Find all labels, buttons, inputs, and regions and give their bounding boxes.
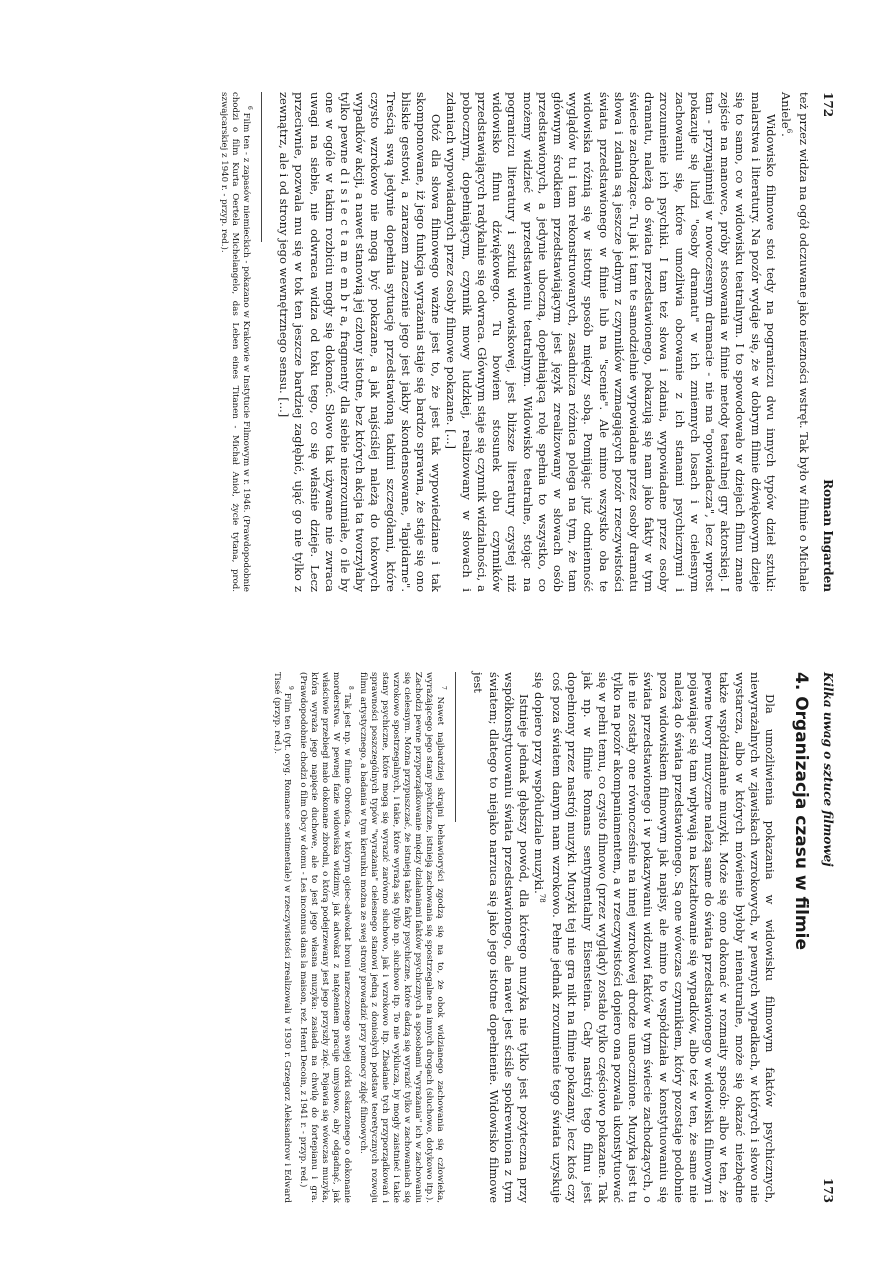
right-page — [0, 632, 893, 1263]
left-page-number: 172 — [821, 92, 835, 118]
footnote: $^8$ Tak jest np. w filmie Obrońca, w którym ojciec-adwokat broni narzeczonego swojej córki oskarżonego o dokonanie morderstwa. W pewnej fazie widowiska widzimy, jak adwokat z natężeniem pracuje umysłowo, aby odgadnąć, jak właściwie przebiegł mało dokonane zbrodni, o którą podejrzewany jest jego przyszły zięć. Pojawia się wówczas muzyka, która wyraża jego napięcie duchowe, ale to jest jego własna muzyka: zasiada na chwilę do fortepianu i gra. (Prawdopodobnie chodzi o film Obcy w domu - Les inconnus dans la maison, reż. Henri Decoin, z 1941 r. - przyp. red.) — [298, 672, 355, 1203]
footnote-divider — [455, 672, 456, 822]
left-running-head-title: Roman Ingarden — [821, 479, 835, 592]
left-body-text — [276, 92, 811, 592]
chapter-title: 4. Organizacja czasu w filmie — [791, 672, 811, 950]
footnote-ref: 6 — [784, 128, 793, 134]
right-running-header — [821, 672, 835, 1203]
right-page-number: 173 — [821, 1177, 835, 1203]
left-paragraph: Otóż dla słowa filmowego ważne jest to, że jest tak wypowiedziane i tak skomponowane, iż jego funkcja wyrażania staje się bardzo sprawna, że staje się ono bliskie gestowi, a zarazem znaczenie jego jest jakby skondensowane, "łapidarne". Treścią swą jedynie dopełnia sytuację przedstawioną takimi szczegółami, które czysto wzrokowo nie mogą być pokazane, a jak najściślej należą do tokowych wypadków akcji, a nawet stanowią jej człony istotne, bez których akcja ta tworzyłaby tylko pewne d i s i e c t a m e m b r a, fragmenty dla siebie niezrozumiałe, o ile by one w ogóle w takim rozbiciu mogły się dokonać. Słowo tak używane nie zwraca uwagi na siebie, nie odwraca widza od toku tego, co się właśnie dzieje. Lecz przeciwnie, pozwala mu się w tok ten jeszcze bardziej zagłębić, ująć go nie tylko z zewnątrz, ale i od strony jego wewnętrznego sensu. [...] — [277, 92, 444, 592]
right-footnotes — [271, 672, 450, 1203]
footnote: $^9$ Film ten (tyt. oryg. Romance sentimentale) w rzeczywistości zrealizowali w 1930 r. Grzegorz Aleksandrow i Edward Tissé (przyp. red.). — [271, 672, 295, 1204]
right-paragraph: Istnieje jednak głębszy powód, dla którego muzyka nie tylko jest pożyteczna przy współkonstytuowaniu świata przedstawionego, ale nawet jest ściśle spokrewniona z tym światem; dlatego to niejako narzuca się jako jego istotne dopełnienie. Widowisko filmowe jest — [471, 672, 531, 1203]
left-paragraph: Widowisko filmowe stoi tedy na pograniczu dwu innych typów dzieł sztuki: malarstwa i literatury. Na pozór wydaje się, że w dobrym filmie dźwiękowym dzieje się to samo, co w widowisku teatralnym. I to spowodowało w dziejach filmu znane zejście na manowce, próby stosowania w filmie metody teatralnej gry aktorskiej. I tam - przynajmniej w nowoczesnym dramacie - nie ma "opowiadacza", lecz wprost pokazuje się ludzi "osoby dramatu" w ich zmiennych losach i w cielesnym zachowaniu się, które umożliwia obcowanie z ich stanami psychicznymi i zrozumienie ich psychiki. I tam też słowa i zdania, wypowiadane przez osoby dramatu, należą do świata przedstawionego, pokazują się nam jako fakty w tym świecie zachodzące. Tu jak i tam te samodzielnie wypowiadane przez osoby dramatu słowa i zdania są jeszcze jednym z czynników wzmagających pozór rzeczywistości świata przedstawionego w filmie lub na "scenie". Ale mimo wszystko oba te widowiska różnią się w istotny sposób między sobą. Pomijając już odmienność wyglądów tu i tam rekonstruowanych, zasadnicza różnica polega na tym, że tam głównym środkiem przedstawiającym jest język zrealizowany w słowach osób przedstawionych, a jedynie uboczną, dopełniającą rolę spełnia to wszystko, co możemy widzieć w przedstawieniu teatralnym. Widowisko teatralne, stojąc na pograniczu literatury i sztuki widowiskowej, jest bliższe literatury czystej niż widowisko filmu dźwiękowego. Tu bowiem stosunek obu czynników przedstawiających radykalnie się odwraca. Głównym staje się czynnik widzialności, a pobocznym, dopełniającym, czynnik mowy ludzkiej, realizowany w słowach i zdaniach wypowiadanych przez osoby filmowe pokazane. [...] — [444, 92, 778, 592]
left-footnotes — [218, 92, 255, 592]
left-paragraph: też przez widza na ogół odczuwane jako niezności wstręt. Tak było w filmie o Michale Aniele$^6$. — [778, 92, 811, 592]
right-running-head-title: Kilka uwag o sztuce filmowej — [821, 672, 835, 867]
right-body-text — [470, 672, 777, 1203]
footnote-ref: 7 — [537, 893, 546, 899]
right-paragraph: Dla umożliwienia pokazania w widowisku filmowym faktów psychicznych, niewyrażalnych w zjawiskach wzrokowych, w pewnych wypadkach, w których i słowo nie wystarcza, albo w których mówienie byłoby nienaturalne, może się okazać niezbędne także współdziałanie muzyki. Może się ono dokonać w rozmaity sposób: albo w ten, że pewne twory muzyczne należą same do świata przedstawionego w widowisku filmowym i pojawiając się tam wpływają na kształtowanie się wypadków, albo też w ten, że same nie należą do świata przedstawionego. Są one wówczas czynnikiem, który pozostaje podobnie poza widowiskiem filmowym jak napisy, ale mimo to współdziała w konstytuowaniu się świata przedstawionego i w pokazywaniu widzowi faktów w tym świecie zachodzących, o ile nie zostały one równocześnie na innej wzrokowej drodze unaocznione. Muzyka jest tu tylko na pozór akompaniamentem, a w rzeczywistości dopiero ona pozwala ukonstytuować się w pełni temu, co czysto filmowo (przez wyglądy) zostało tylko częściowo pokazane. Tak jak np. w filmie Romans sentymentalny Eisensteina. Cały nastrój tego filmu jest dopełniony przez nastrój muzyki. Muzyki tej nie gra nikt na filmie pokazany, lecz ktoś czy coś poza światem danym nam wzrokowo. Pełne jednak zrozumienie tego świata uzyskuje się dopiero przy współudziale muzyki.$^{78}$ — [532, 672, 777, 1203]
footnote: $^6$ Film ten - z zapasów niemieckich - pokazano w Krakowie w Instytucie Filmowym w r. 1946. (Prawdopodobnie chodzi o film Kurta Oertela Michelangelo, das Leben eines Titanen - Michał Anioł, życie tytana, prod. szwajcarskiej z 1940 r. - przyp. red.). — [219, 92, 254, 592]
footnote: $^7$ Nawet najbardziej skrajni behawioryści zgodzą się na to, że obok widzianego zachowania się człowieka, wyrażającego jego stany psychiczne, istnieją zachowania się spostrzegalne na innych drogach (słuchowo, dotykowo itp.). Zachodzi pewne przyporządkowanie między działaniami faktów psychicznych a sposobami "wyrażania" ich w zachowaniu się cielesnym. Można przypuszczać, że istnieją także fakty psychiczne, które dadzą się wyrazić tylko w zachowaniach się wzrokowo spostrzegalnych, i takie, które wyrażą się tylko np. słuchowo itp. To nie wyklucza, by mogły zaistnieć i takie stany psychiczne, które mogą się wyrazić zarówno słuchowo, jak i wzrokowo itp. Zbadanie tych przyporządkowań i sprawności poszczególnych typów "wyrażania" cielesnego stanowi jedną z doniosłych podstaw teoretycznych rozwoju filmu artystycznego, a badania w tym kierunku można ze swej strony prowadzić przy pomocy zdjęć filmowych. — [358, 672, 448, 1203]
left-running-header — [821, 92, 835, 592]
footnote-divider — [261, 92, 262, 242]
footnote-ref: 8 — [537, 898, 546, 903]
